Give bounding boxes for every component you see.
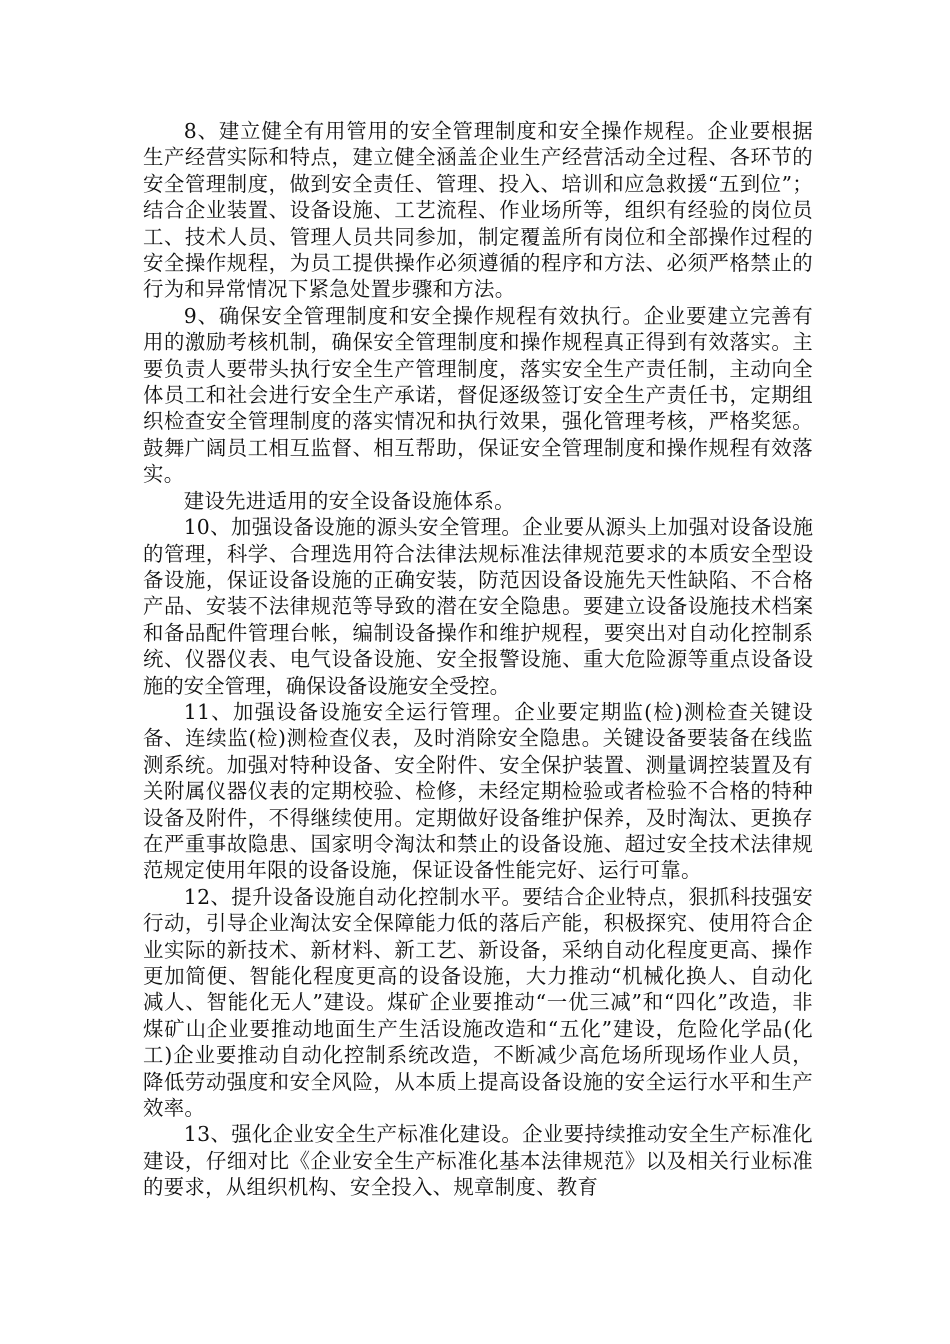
paragraph-item-8: 8、建立健全有用管用的安全管理制度和安全操作规程。企业要根据生产经营实际和特点，建立健全涵盖企业生产经营活动全过程、各环节的安全管理制度，做到安全责任、管理、投入、培训和应急救援“五到位”；结合企业装置、设备设施、工艺流程、作业场所等，组织有经验的岗位员工、技术人员、管理人员共同参加，制定覆盖所有岗位和全部操作过程的安全操作规程，为员工提供操作必须遵循的程序和方法、必须严格禁止的行为和异常情况下紧急处置步骤和方法。 <box>143 119 813 302</box>
paragraph-item-9: 9、确保安全管理制度和安全操作规程有效执行。企业要建立完善有用的激励考核机制，确保安全管理制度和操作规程真正得到有效落实。主要负责人要带头执行安全生产管理制度，落实安全生产责任制，主动向全体员工和社会进行安全生产承诺，督促逐级签订安全生产责任书，定期组织检查安全管理制度的落实情况和执行效果，强化管理考核，严格奖惩。鼓舞广阔员工相互监督、相互帮助，保证安全管理制度和操作规程有效落实。 <box>143 303 813 487</box>
document-body <box>143 118 813 1201</box>
paragraph-item-13: 13、强化企业安全生产标准化建设。企业要持续推动安全生产标准化建设，仔细对比《企业安全生产标准化基本法律规范》以及相关行业标准的要求，从组织机构、安全投入、规章制度、教育 <box>143 1122 813 1200</box>
paragraph-item-12: 12、提升设备设施自动化控制水平。要结合企业特点，狠抓科技强安行动，引导企业淘汰安全保障能力低的落后产能，积极探究、使用符合企业实际的新技术、新材料、新工艺、新设备，采纳自动化程度更高、操作更加简便、智能化程度更高的设备设施，大力推动“机械化换人、自动化减人、智能化无人”建设。煤矿企业要推动“一优三减”和“四化”改造，非煤矿山企业要推动地面生产生活设施改造和“五化”建设，危险化学品(化工)企业要推动自动化控制系统改造，不断减少高危场所现场作业人员，降低劳动强度和安全风险，从本质上提高设备设施的安全运行水平和生产效率。 <box>143 884 813 1121</box>
paragraph-item-11: 11、加强设备设施安全运行管理。企业要定期监(检)测检查关键设备、连续监(检)测检查仪表，及时消除安全隐患。关键设备要装备在线监测系统。加强对特种设备、安全附件、安全保护装置、测量调控装置及有关附属仪器仪表的定期校验、检修，未经定期检验或者检验不合格的特种设备及附件，不得继续使用。定期做好设备维护保养，及时淘汰、更换存在严重事故隐患、国家明令淘汰和禁止的设备设施、超过安全技术法律规范规定使用年限的设备设施，保证设备性能完好、运行可靠。 <box>143 699 813 883</box>
section-heading: 建设先进适用的安全设备设施体系。 <box>183 488 515 513</box>
paragraph-item-10: 10、加强设备设施的源头安全管理。企业要从源头上加强对设备设施的管理，科学、合理选用符合法律法规标准法律规范要求的本质安全型设备设施，保证设备设施的正确安装，防范因设备设施先天性缺陷、不合格产品、安装不法律规范等导致的潜在安全隐患。要建立设备设施技术档案和备品配件管理台帐，编制设备操作和维护规程，要突出对自动化控制系统、仪器仪表、电气设备设施、安全报警设施、重大危险源等重点设备设施的安全管理，确保设备设施安全受控。 <box>143 515 813 698</box>
